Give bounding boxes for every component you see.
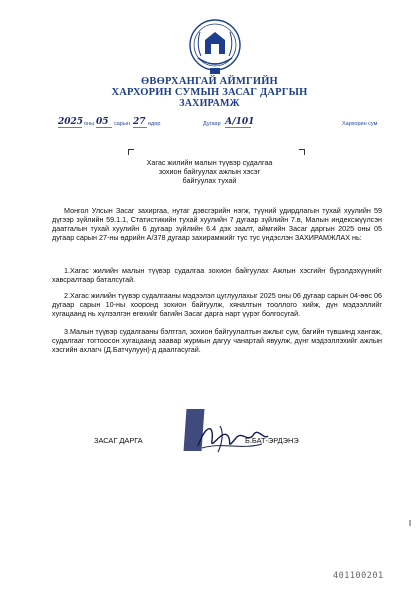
number-value: А/101: [225, 117, 255, 127]
month-value: 05: [96, 117, 112, 128]
signatory-position: ЗАСАГ ДАРГА: [94, 436, 143, 445]
number-label: Дугаар: [203, 121, 221, 127]
subject-line1: Хагас жилийн малын түүвэр судалгаа: [146, 158, 273, 167]
document-serial-number: 401100201: [333, 571, 384, 581]
order-item-1: 1.Хагас жилийн малын түүвэр судалгаа зохион байгуулах Ажлын хэсгийн бүрэлдэхүүнийг хавсралтаар баталсугай.: [52, 266, 382, 284]
edge-mark: [409, 520, 411, 526]
place-label: Хархорин сум: [342, 121, 378, 127]
subject-line3: байгуулах тухай: [182, 176, 237, 185]
body-intro-paragraph: Монгол Улсын Засаг захиргаа, нутаг дэвсгэрийн нэгж, түүний удирдлагын тухай хуулийн 59 дүгээр зүйлийн 59.1.1, Статистикийн тухай хуулийн 7 дугаар зүйлийн 7.в, Малын индексжүүлсэн даатгалын тухай хуулийн 6 дугаар зүйлийн 6.4 дэх заалт, аймгийн Засаг даргын 2025 оны 05 дугаар сарын 27-ны өдрийн А/378 дугаар захирамжийг тус тус үндэслэн ЗАХИРАМЖЛАХ нь:: [52, 206, 382, 242]
state-emblem-icon: [188, 18, 242, 76]
year-suffix: оны: [84, 121, 95, 127]
day-suffix: өдөр: [148, 121, 161, 127]
document-type-title: ЗАХИРАМЖ: [179, 98, 240, 109]
org-title-line1: ӨВӨРХАНГАЙ АЙМГИЙН: [141, 76, 278, 87]
order-item-3: 3.Малын түүвэр судалгааны бэлтгэл, зохион байгуулалтын ажлыг сум, багийн түвшинд хангаж, судалгааг тогтоосон хугацаанд заавар журмын дагуу чанартай явуулж, дүнг мэдээллэхийг ажлын хэсгийн ахлагч (Д.Батчулуун)-д даалгасугай.: [52, 327, 382, 354]
year-value: 2025: [58, 117, 84, 127]
org-title-line2: ХАРХОРИН СУМЫН ЗАСАГ ДАРГЫН: [111, 87, 308, 98]
month-suffix: сарын: [114, 121, 130, 127]
subject-bracket-left: [128, 149, 134, 155]
day-value: 27: [133, 117, 146, 127]
subject-line2: зохион байгуулах ажлын хэсэг: [158, 167, 261, 176]
date-number-row: [0, 117, 419, 131]
subject-bracket-right: [299, 149, 305, 155]
signatory-name: Б.БАТ-ЭРДЭНЭ: [245, 436, 299, 445]
order-item-2: 2.Хагас жилийн түүвэр судалгааны мэдээлэл цуглуулахыг 2025 оны 06 дугаар сарын 04-өөс 06 дугаар сарын 10-ны хооронд зохион байгуулж, хяналтын тооллого хийж, дүн мэдээллийг хугацаанд нь хүлээлгэн өгөхийг багийн Засаг дарга нарт үүрэг болгосугай.: [52, 291, 382, 318]
